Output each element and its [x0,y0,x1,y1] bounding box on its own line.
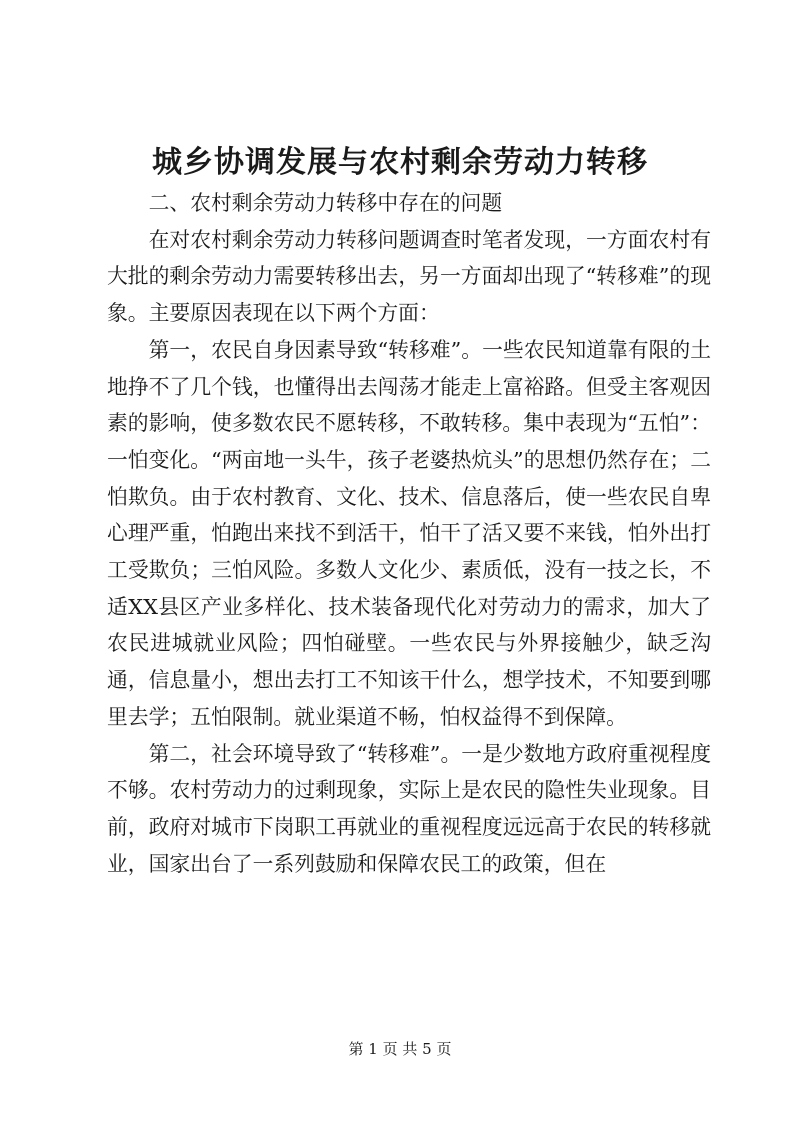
paragraph-intro: 在对农村剩余劳动力转移问题调查时笔者发现，一方面农村有大批的剩余劳动力需要转移出去，另一方面却出现了“转移难”的现象。主要原因表现在以下两个方面： [107,227,711,326]
paragraph-second-reason: 第二，社会环境导致了“转移难”。一是少数地方政府重视程度不够。农村劳动力的过剩现象，实际上是农民的隐性失业现象。目前，政府对城市下岗职工再就业的重视程度远远高于农民的转移就业，国家出台了一系列鼓励和保障农民工的政策，但在 [107,741,711,876]
page-footer: 第 1 页 共 5 页 [348,1040,452,1058]
document-body [107,185,711,882]
document-title: 城乡协调发展与农村剩余劳动力转移 [152,145,648,180]
section-heading: 二、农村剩余劳动力转移中存在的问题 [148,191,503,215]
paragraph-first-reason: 第一，农民自身因素导致“转移难”。一些农民知道靠有限的土地挣不了几个钱，也懂得出去闯荡才能走上富裕路。但受主客观因素的影响，使多数农民不愿转移，不敢转移。集中表现为“五怕”：一怕变化。“两亩地一头牛，孩子老婆热炕头”的思想仍然存在；二怕欺负。由于农村教育、文化、技术、信息落后，使一些农民自卑心理严重，怕跑出来找不到活干，怕干了活又要不来钱，怕外出打工受欺负；三怕风险。多数人文化少、素质低，没有一技之长，不适XX县区产业多样化、技术装备现代化对劳动力的需求，加大了农民进城就业风险；四怕碰壁。一些农民与外界接触少，缺乏沟通，信息量小，想出去打工不知该干什么，想学技术，不知要到哪里去学；五怕限制。就业渠道不畅，怕权益得不到保障。 [107,337,711,729]
